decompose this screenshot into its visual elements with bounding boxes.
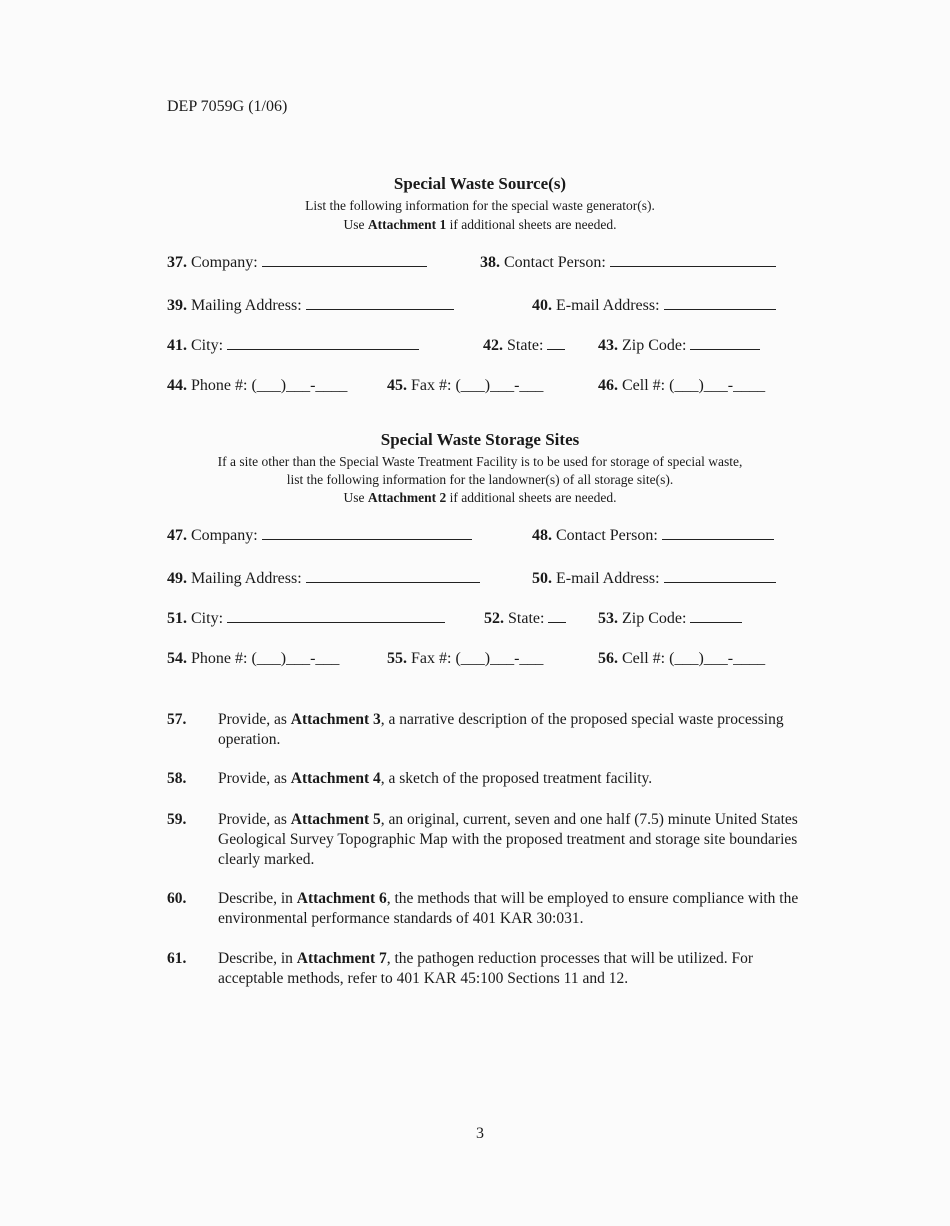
item-57: 57. Provide, as Attachment 3, a narrative description of the proposed special waste processing operation. (167, 711, 784, 748)
storage-phone-field[interactable]: 54. Phone #: (___)___-___ (167, 650, 340, 667)
city-field[interactable]: 41. City: (167, 336, 419, 355)
storage-instructions-line1: If a site other than the Special Waste Treatment Facility is to be used for storage of special waste, (217, 454, 743, 469)
form-id: DEP 7059G (1/06) (167, 98, 288, 115)
phone-field[interactable]: 44. Phone #: (___)___-____ (167, 377, 348, 394)
storage-section-title: Special Waste Storage Sites (380, 430, 580, 449)
storage-contact-person-field[interactable]: 48. Contact Person: (532, 526, 774, 545)
storage-email-address-field[interactable]: 50. E-mail Address: (532, 569, 776, 588)
fax-field[interactable]: 45. Fax #: (___)___-___ (387, 377, 544, 394)
cell-field[interactable]: 46. Cell #: (___)___-____ (598, 377, 766, 394)
email-address-field[interactable]: 40. E-mail Address: (532, 296, 776, 315)
zip-code-field[interactable]: 43. Zip Code: (598, 336, 760, 355)
state-field[interactable]: 42. State: (483, 336, 565, 355)
storage-cell-field[interactable]: 56. Cell #: (___)___-____ (598, 650, 766, 667)
storage-city-field[interactable]: 51. City: (167, 609, 445, 628)
page-number: 3 (476, 1125, 484, 1142)
storage-company-field[interactable]: 47. Company: (167, 526, 472, 545)
company-field[interactable]: 37. Company: (167, 253, 427, 272)
mailing-address-field[interactable]: 39. Mailing Address: (167, 296, 454, 315)
storage-state-field[interactable]: 52. State: (484, 609, 566, 628)
storage-fax-field[interactable]: 55. Fax #: (___)___-___ (387, 650, 544, 667)
item-58: 58. Provide, as Attachment 4, a sketch of the proposed treatment facility. (167, 770, 653, 787)
storage-zip-code-field[interactable]: 53. Zip Code: (598, 609, 742, 628)
storage-mailing-address-field[interactable]: 49. Mailing Address: (167, 569, 480, 588)
contact-person-field[interactable]: 38. Contact Person: (480, 253, 776, 272)
item-61: 61. Describe, in Attachment 7, the pathogen reduction processes that will be utilized. For acceptable methods, refer to 401 KAR 45:100 Sections 11 and 12. (167, 950, 754, 987)
storage-instructions-line2: list the following information for the landowner(s) of all storage site(s). (286, 472, 674, 487)
source-section-title: Special Waste Source(s) (393, 174, 567, 193)
item-60: 60. Describe, in Attachment 6, the methods that will be employed to ensure compliance with the environmental performance standards of 401 KAR 30:031. (167, 890, 799, 927)
source-instructions: List the following information for the special waste generator(s). (305, 198, 655, 213)
storage-attachment-note: Use Attachment 2 if additional sheets are needed. (343, 490, 617, 505)
source-attachment-note: Use Attachment 1 if additional sheets are needed. (343, 217, 617, 232)
item-59: 59. Provide, as Attachment 5, an original, current, seven and one half (7.5) minute United States Geological Survey Topographic Map with the proposed treatment and storage site boundaries clearly marked. (167, 811, 798, 868)
